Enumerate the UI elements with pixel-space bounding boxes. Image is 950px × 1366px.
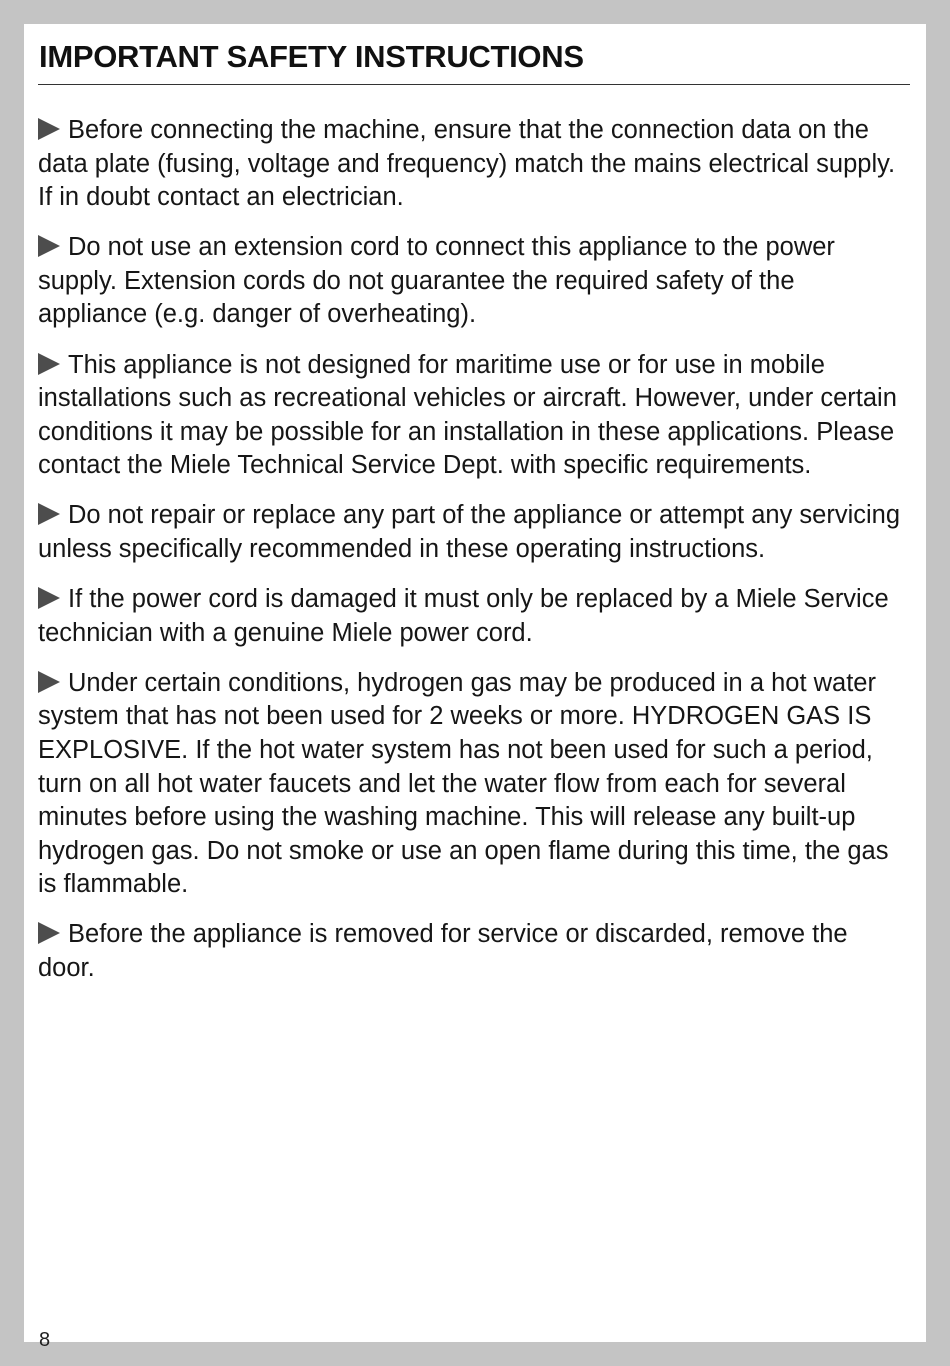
instruction-item <box>38 114 910 215</box>
instruction-item <box>38 667 910 902</box>
safety-instructions-list <box>38 114 910 1002</box>
instruction-item <box>38 499 910 566</box>
page-title: IMPORTANT SAFETY INSTRUCTIONS <box>39 39 584 74</box>
instruction-item <box>38 918 910 985</box>
page-number: 8 <box>39 1329 51 1351</box>
instruction-text: Before connecting the machine, ensure that the connection data on the data plate (fusing, voltage and frequency) match the mains electrical supply. If in doubt contact an electrician. <box>38 116 896 212</box>
instruction-text: This appliance is not designed for maritime use or for use in mobile installations such as recreational vehicles or aircraft. However, under certain conditions it may be possible for an installation in these applications. Please contact the Miele Technical Service Dept. with specific requirements. <box>38 350 897 480</box>
triangle-right-icon <box>38 671 60 693</box>
instruction-text: Do not repair or replace any part of the appliance or attempt any servicing unless specifically recommended in these operating instructions. <box>38 501 901 564</box>
triangle-right-icon <box>38 353 60 375</box>
triangle-right-icon <box>38 118 60 140</box>
triangle-right-icon <box>38 587 60 609</box>
triangle-right-icon <box>38 503 60 525</box>
instruction-item <box>38 583 910 650</box>
instruction-text: Do not use an extension cord to connect this appliance to the power supply. Extension cords do not guarantee the required safety of the appliance (e.g. danger of overheating). <box>38 233 835 329</box>
instruction-item <box>38 349 910 483</box>
triangle-right-icon <box>38 922 60 944</box>
instruction-text: If the power cord is damaged it must only be replaced by a Miele Service technician with a genuine Miele power cord. <box>38 585 889 647</box>
title-divider <box>38 84 910 85</box>
triangle-right-icon <box>38 235 60 257</box>
instruction-text: Under certain conditions, hydrogen gas may be produced in a hot water system that has not been used for 2 weeks or more. HYDROGEN GAS IS EXPLOSIVE. If the hot water system has not been used for such a period, turn on all hot water faucets and let the water flow from each for several minutes before using the washing machine. This will release any built-up hydrogen gas. Do not smoke or use an open flame during this time, the gas is flammable. <box>38 668 889 899</box>
instruction-item <box>38 231 910 332</box>
instruction-text: Before the appliance is removed for service or discarded, remove the door. <box>38 920 848 983</box>
manual-page <box>24 24 926 1351</box>
